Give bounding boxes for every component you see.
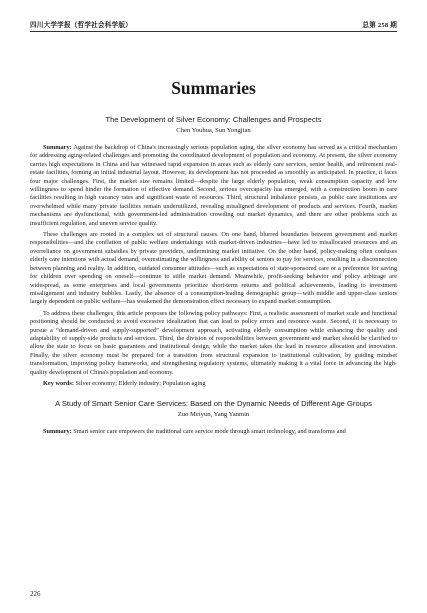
summary-text: Against the backdrop of China's increasingly serious population aging, the silver economy has served as a critical mechanism for addressing aging-related challenges and promoting the coordinated development of population and economy. At present, the silver economy carries high expectations in China and has witnessed rapid expansion in areas such as elderly care services, senior health, and retirement real-estate facilities, forming an initial industrial layout. However, its development has not proceeded as smoothly as anticipated. In practice, it faces four major challenges. First, the market size remains limited—despite the large elderly population, weak consumption capacity and low willingness to spend hinder the formation of effective demand. Second, serious overcapacity has emerged, with a construction boom in care facilities resulting in high vacancy rates and significant waste of resources. Third, structural imbalance persists, as public care institutions are overwhelmed while many private facilities remain underutilized, revealing misaligned development of products and services. Fourth, market mechanisms are dysfunctional, with government-led administration crowding out market dynamics, and there are other problems such as insufficient regulation, and uneven service quality. [30, 144, 397, 227]
article-authors: Chen Youhua, Sun Yongjian [176, 127, 251, 134]
journal-name: 四川大学学报（哲学社会科学版） [30, 22, 132, 29]
summary-paragraph [30, 428, 397, 436]
body-paragraph: These challenges are rooted in a complex set of structural causes. On one hand, blurred boundaries between government and market responsibilities—and the conflation of public welfare undertakings with market-driven industries—have led to misallocated resources and an overreliance on government subsidies by private providers, undermining market initiative. On the other hand, policy-making often confuses elderly care intentions with actual demand, overestimating the willingness and ability of seniors to pay for services, resulting in a disconnection between planning and reality. In addition, outdated consumer attitudes—such as expectations of state-sponsored care or a preference for saving for children over spending on oneself—continue to stifle market demand. Meanwhile, profit-seeking behavior and policy arbitrage are widespread, as some enterprises and local governments prioritize short-term returns and political achievements, leading to investment misalignment and industry bubbles. Lastly, the absence of a consumption-leading demographic group—with middle and upper-class seniors largely dependent on public welfare—has weakened the demonstration effect necessary to expand market consumption. [30, 231, 397, 306]
article-1 [30, 115, 397, 388]
keywords-text: Silver economy; Elderly industry; Population aging [73, 379, 206, 387]
article-authors: Zuo Meiyun, Yang Yanmin [177, 411, 250, 419]
page-content [30, 78, 397, 440]
summary-text: Smart senior care empowers the traditional care service mode through smart technology, and transforms and [71, 428, 346, 436]
issue-number: 总第 258 期 [362, 22, 397, 29]
summary-paragraph [30, 144, 397, 228]
article-title: A Study of Smart Senior Care Services: Based on the Dynamic Needs of Different Age Groups [55, 399, 372, 409]
keywords [30, 380, 397, 388]
summary-label: Summary: [43, 144, 72, 151]
summary-label: Summary: [43, 428, 72, 436]
article-title: The Development of Silver Economy: Challenges and Prospects [105, 115, 322, 124]
article-2 [30, 399, 397, 436]
page-number: 226 [30, 590, 41, 598]
body-paragraph: To address these challenges, this article proposes the following policy pathways: First, a realistic assessment of market scale and functional positioning should be conducted to avoid excessive idealization that can lead to policy errors and resource waste. Second, it is necessary to pursue a “demand-driven and supply-supported” development approach, activating elderly consumption while enhancing the quality and adaptability of supply-side products and services. Third, the division of responsibilities between government and market should be clarified to allow the state to focus on basic guarantees and institutional design, while the market takes the lead in resource allocation and innovation. Finally, the silver economy must be prepared for a transition from structural expansion to institutional cultivation, by guiding mindset transformation, improving policy frameworks, and strengthening regulatory systems, ultimately making it a vital force in advancing the high-quality development of China's population and economy. [30, 309, 397, 376]
page-title: Summaries [171, 78, 256, 98]
running-header [30, 20, 397, 32]
keywords-label: Key words: [43, 379, 74, 387]
